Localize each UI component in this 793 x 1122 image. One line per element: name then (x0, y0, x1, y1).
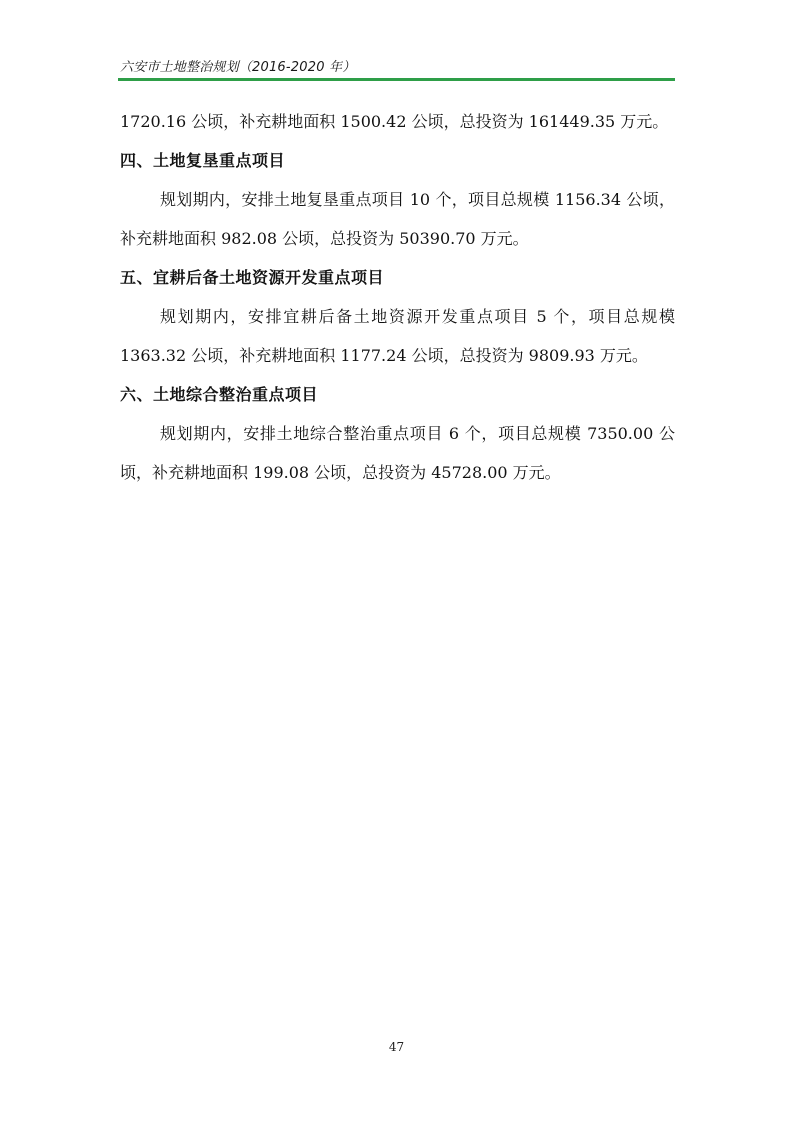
paragraph-comprehensive-remediation: 规划期内，安排土地综合整治重点项目 6 个，项目总规模 7350.00 公顷，补充耕地面积 199.08 公顷，总投资为 45728.00 万元。 (120, 424, 675, 482)
header-divider (118, 78, 675, 81)
section-heading-land-reclamation: 四、土地复垦重点项目 (120, 151, 286, 170)
document-body (120, 102, 675, 492)
section-heading-reserve-land-development: 五、宜耕后备土地资源开发重点项目 (120, 268, 385, 287)
paragraph-reserve-land-development: 规划期内，安排宜耕后备土地资源开发重点项目 5 个，项目总规模 1363.32 公顷，补充耕地面积 1177.24 公顷，总投资为 9809.93 万元。 (120, 307, 675, 365)
paragraph-land-reclamation: 规划期内，安排土地复垦重点项目 10 个，项目总规模 1156.34 公顷，补充耕地面积 982.08 公顷，总投资为 50390.70 万元。 (120, 190, 675, 248)
page-number: 47 (388, 1040, 405, 1054)
section-heading-comprehensive-remediation: 六、土地综合整治重点项目 (120, 385, 319, 404)
paragraph-continuation: 1720.16 公顷，补充耕地面积 1500.42 公顷，总投资为 161449.35 万元。 (120, 112, 669, 131)
running-header-title: 六安市土地整治规划（2016-2020 年） (120, 60, 356, 75)
